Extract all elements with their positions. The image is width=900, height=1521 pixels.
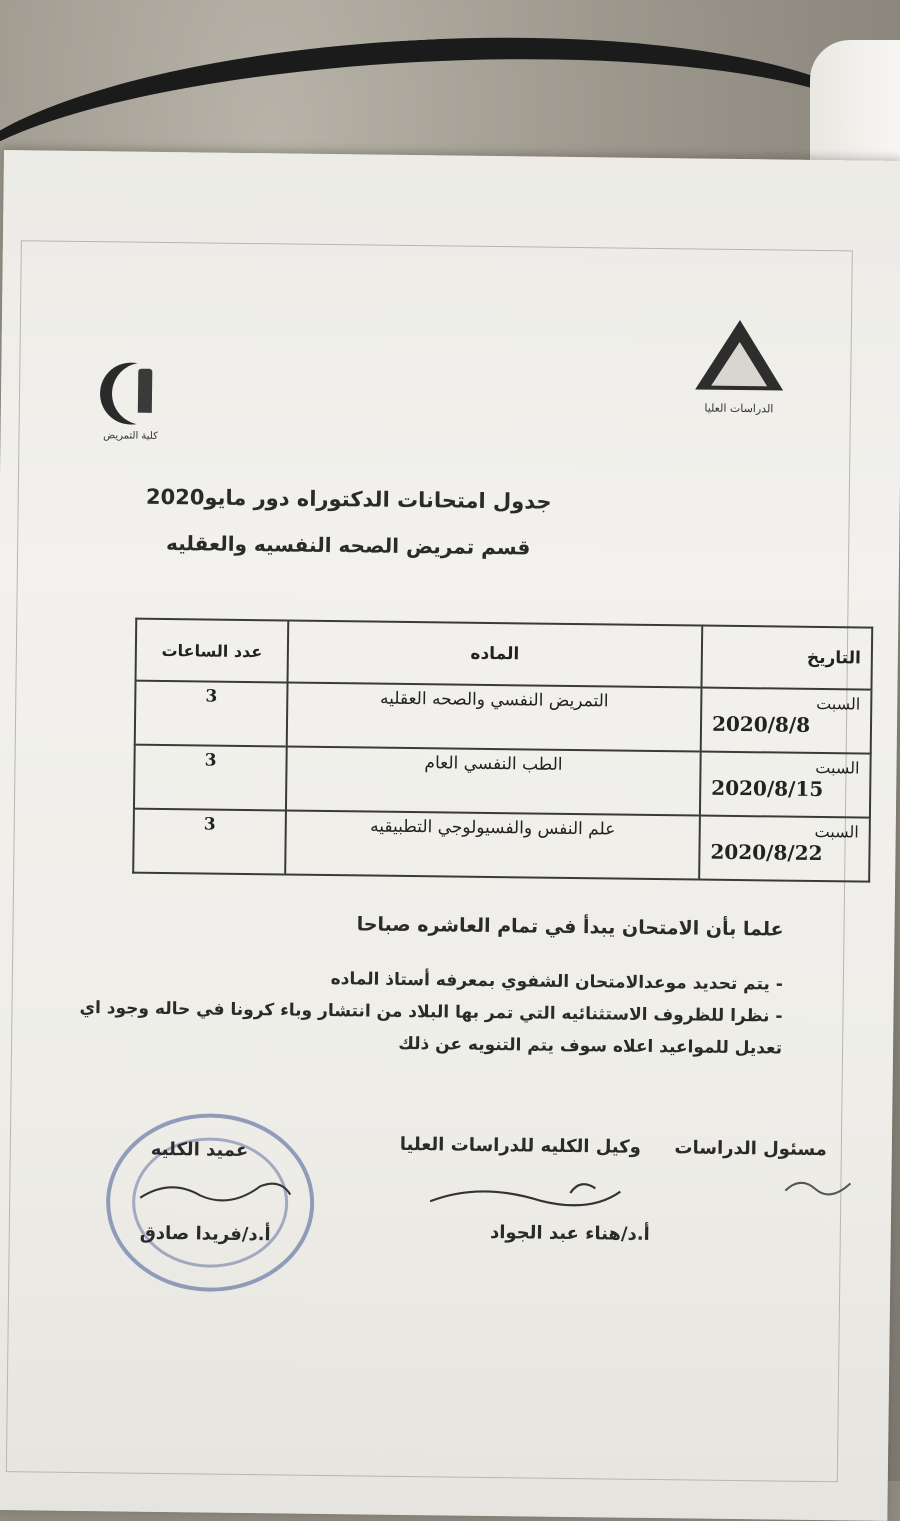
day-label: السبت xyxy=(815,757,860,778)
header-date: التاريخ xyxy=(701,626,872,690)
date-value: 2020/8/8 xyxy=(711,711,811,737)
vice-dean-signature xyxy=(420,1171,641,1224)
hours-cell: 3 xyxy=(133,809,286,875)
hours-cell: 3 xyxy=(134,745,287,811)
day-label: السبت xyxy=(816,693,861,714)
department-title: قسم تمريض الصحه النفسيه والعقليه xyxy=(165,531,531,560)
notes-list xyxy=(62,960,783,1065)
graduate-studies-logo xyxy=(684,319,795,415)
dean-signature xyxy=(130,1173,300,1215)
date-cell xyxy=(699,816,870,882)
dean-name: أ.د/فريدا صادق xyxy=(139,1222,271,1246)
date-cell xyxy=(701,688,872,754)
date-value: 2020/8/15 xyxy=(711,775,824,802)
exam-start-note: علما بأن الامتحان يبدأ في تمام العاشره صباحا xyxy=(356,913,784,941)
table-row xyxy=(133,809,870,882)
note-item: - يتم تحديد موعدالامتحان الشفوي بمعرفه أستاذ الماده xyxy=(63,960,783,1001)
logo-caption-right: الدراسات العليا xyxy=(704,401,774,416)
note-item: - نظرا للظروف الاستثنائيه التي تمر بها البلاد من انتشار وباء كرونا في حاله وجود اي تعديل للمواعيد اعلاه سوف يتم التنويه عن ذلك xyxy=(62,992,783,1065)
dean-title: عميد الكليه xyxy=(150,1138,249,1162)
tower-icon xyxy=(138,369,153,413)
exam-schedule-table xyxy=(132,618,873,883)
header-hours: عدد الساعات xyxy=(136,619,289,683)
table-row xyxy=(134,745,871,818)
studies-officer-signature xyxy=(780,1171,860,1202)
table-row xyxy=(135,681,872,754)
table-header-row xyxy=(136,619,873,690)
date-value: 2020/8/22 xyxy=(710,839,823,866)
hours-cell: 3 xyxy=(135,681,288,747)
vice-dean-title: وكيل الكليه للدراسات العليا xyxy=(399,1133,641,1158)
header-subject: الماده xyxy=(288,621,703,688)
subject-cell: التمريض النفسي والصحه العقليه xyxy=(287,683,702,752)
date-cell xyxy=(700,752,871,818)
page-border xyxy=(6,240,861,1482)
crescent-icon xyxy=(100,362,163,425)
page-title: جدول امتحانات الدكتوراه دور مايو2020 xyxy=(145,484,552,514)
faculty-of-nursing-logo xyxy=(75,362,186,442)
document-paper xyxy=(0,150,900,1521)
vice-dean-name: أ.د/هناء عبد الجواد xyxy=(489,1222,650,1245)
pyramid-icon xyxy=(695,319,784,390)
subject-cell: علم النفس والفسيولوجي التطبيقيه xyxy=(285,810,700,879)
day-label: السبت xyxy=(814,821,859,842)
logo-caption-left: كلية التمريض xyxy=(103,430,158,442)
subject-cell: الطب النفسي العام xyxy=(286,746,701,815)
studies-officer-title: مسئول الدراسات xyxy=(674,1137,827,1161)
